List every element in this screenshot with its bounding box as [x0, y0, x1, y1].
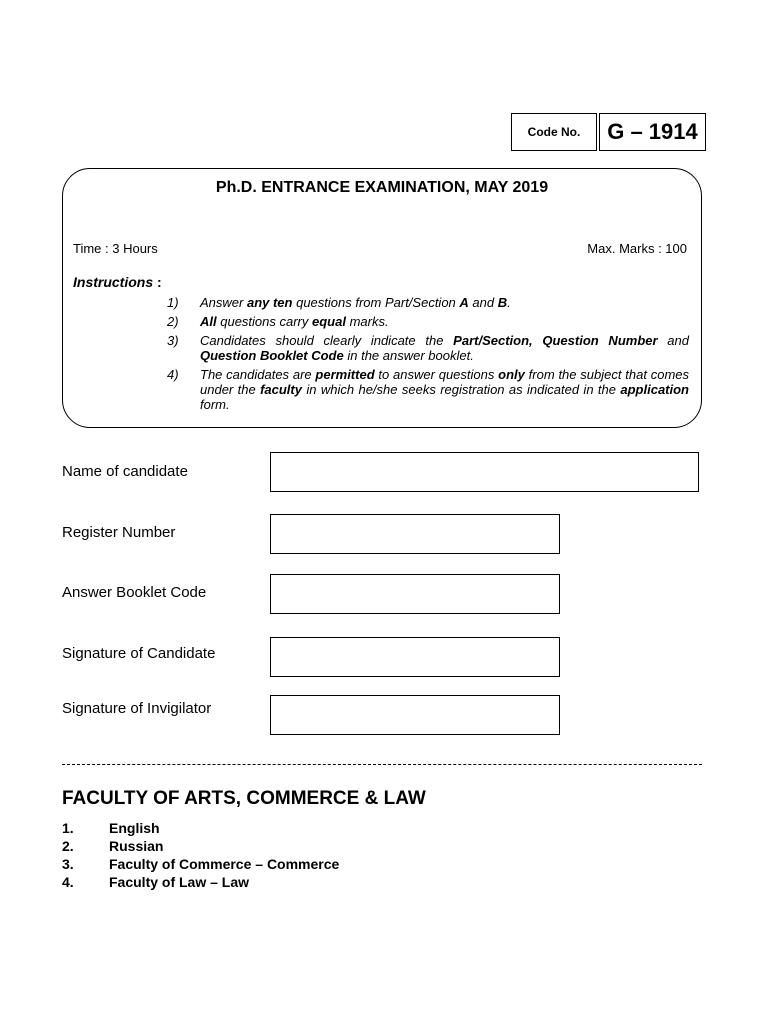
subject-item: [62, 855, 339, 873]
subject-item: [62, 819, 339, 837]
instructions-heading: Instructions :: [73, 274, 162, 290]
register-number-label: Register Number: [62, 524, 176, 541]
instruction-number: 1): [167, 295, 179, 310]
candidate-signature-field[interactable]: [270, 637, 560, 677]
subject-name: Faculty of Commerce – Commerce: [109, 856, 340, 872]
instruction-item: [167, 295, 689, 310]
exam-title: Ph.D. ENTRANCE EXAMINATION, MAY 2019: [215, 179, 549, 196]
subject-name: Russian: [109, 838, 164, 854]
instruction-number: 3): [167, 333, 179, 348]
subject-number: 4.: [62, 874, 74, 890]
instruction-text: Candidates should clearly indicate the Part/Section, Question Number and Question Booklet Code in the answer booklet.: [200, 333, 689, 363]
invigilator-signature-field[interactable]: [270, 695, 560, 735]
instruction-item: [167, 314, 689, 329]
subject-item: [62, 873, 339, 891]
faculty-title: FACULTY OF ARTS, COMMERCE & LAW: [62, 788, 426, 809]
subject-number: 2.: [62, 838, 74, 854]
instruction-number: 4): [167, 367, 179, 382]
subject-name: Faculty of Law – Law: [109, 874, 250, 890]
subject-list: [62, 819, 339, 891]
exam-max-marks: Max. Marks : 100: [587, 241, 687, 256]
instruction-text: All questions carry equal marks.: [200, 314, 389, 329]
subject-number: 3.: [62, 856, 74, 872]
instructions-list: [167, 295, 689, 416]
answer-booklet-code-field[interactable]: [270, 574, 560, 614]
code-number-box: [511, 113, 706, 151]
instruction-text: The candidates are permitted to answer questions only from the subject that comes under the faculty in which he/she seeks registration as indicated in the application form.: [200, 367, 690, 412]
divider-line: [62, 764, 702, 765]
name-field[interactable]: [270, 452, 699, 492]
code-value: G – 1914: [599, 113, 706, 151]
exam-info-box: [62, 168, 702, 428]
subject-name: English: [109, 820, 160, 836]
instruction-text: Answer any ten questions from Part/Section A and B.: [200, 295, 511, 310]
candidate-signature-label: Signature of Candidate: [62, 645, 216, 662]
code-label: Code No.: [511, 113, 597, 151]
subject-item: [62, 837, 339, 855]
instruction-number: 2): [167, 314, 179, 329]
answer-booklet-code-label: Answer Booklet Code: [62, 584, 207, 601]
instruction-item: [167, 333, 689, 363]
name-label: Name of candidate: [62, 463, 188, 480]
exam-time: Time : 3 Hours: [73, 241, 158, 256]
register-number-field[interactable]: [270, 514, 560, 554]
subject-number: 1.: [62, 820, 74, 836]
invigilator-signature-label: Signature of Invigilator: [62, 700, 212, 717]
instruction-item: [167, 367, 689, 412]
